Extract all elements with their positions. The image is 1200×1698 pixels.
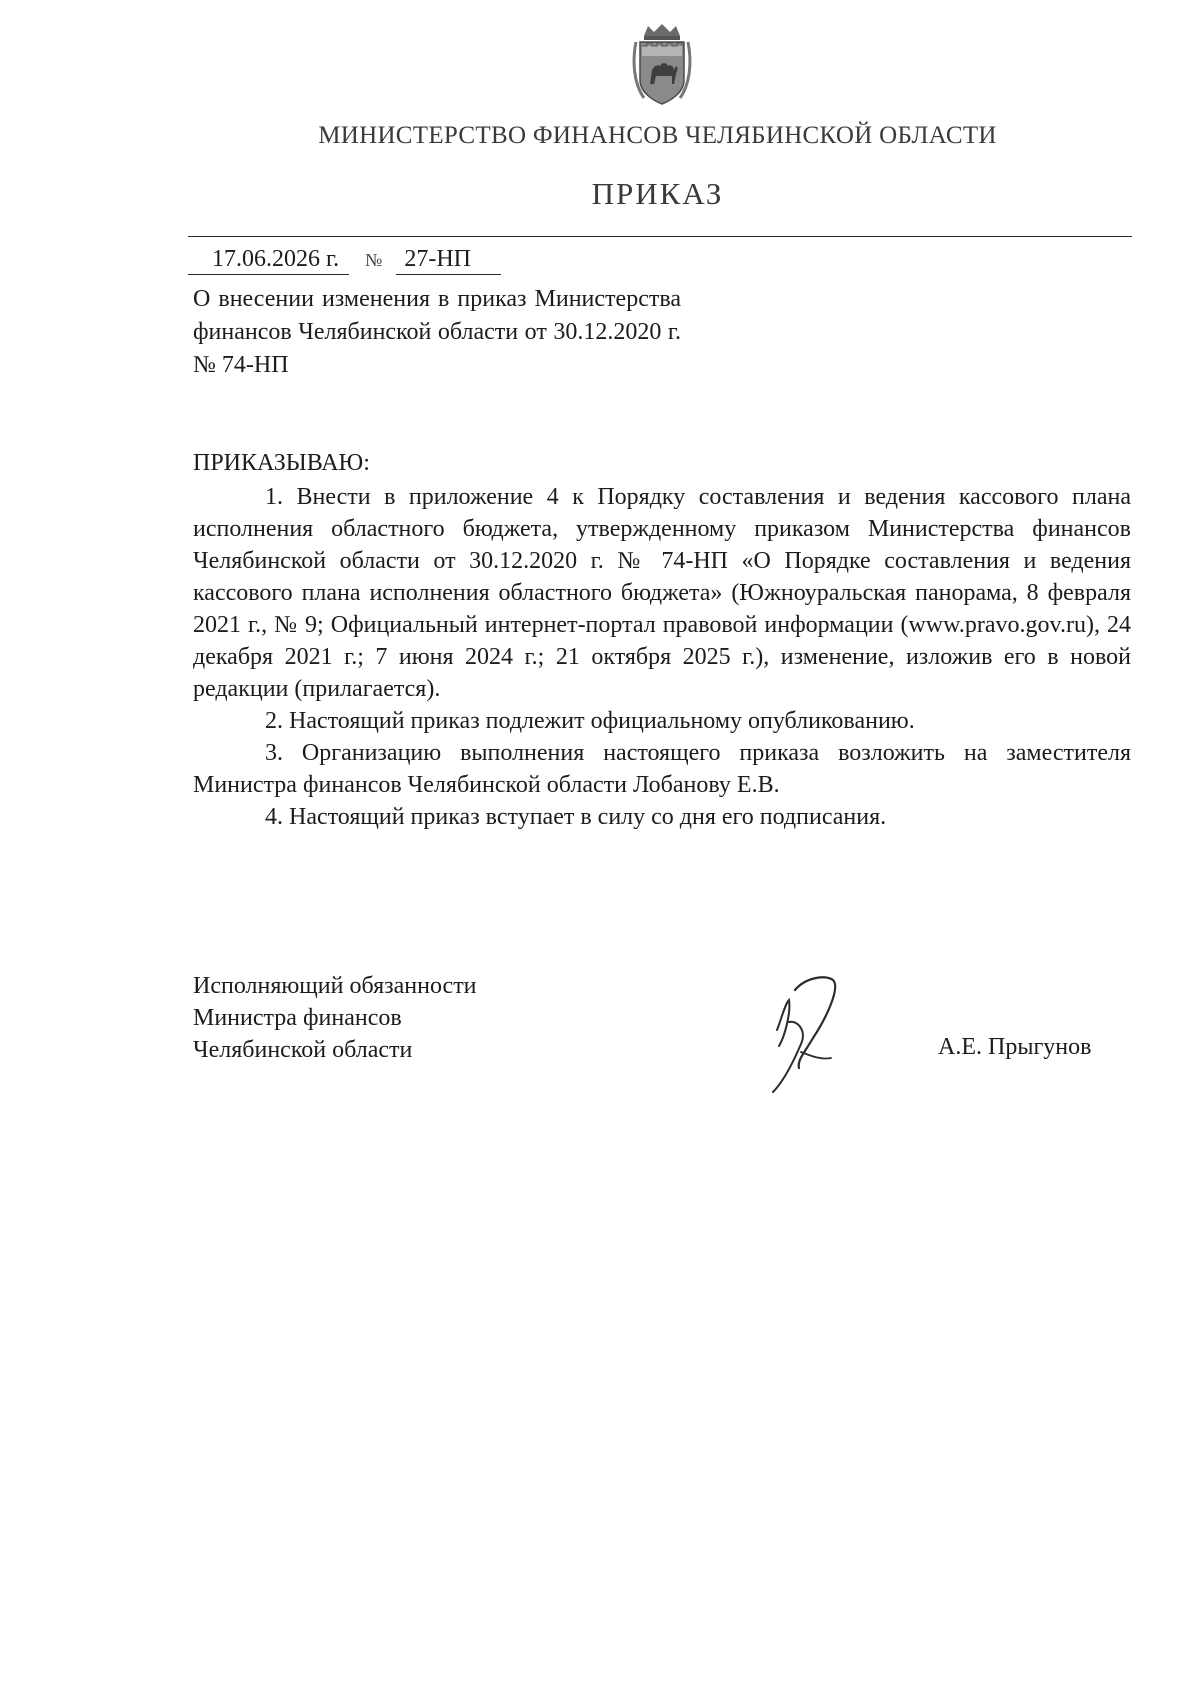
order-items xyxy=(193,481,1131,833)
order-item-1: 1. Внести в приложение 4 к Порядку составления и ведения кассового плана исполнения областного бюджета, утвержденному приказом Министерства финансов Челябинской области от 30.12.2020 г. № 74-НП «О Порядке составления и ведения кассового плана исполнения областного бюджета» (Южноуральская панорама, 8 февраля 2021 г., № 9; Официальный интернет-портал правовой информации (www.pravo.gov.ru), 24 декабря 2021 г.; 7 июня 2024 г.; 21 октября 2025 г.), изменение, изложив его в новой редакции (прилагается). xyxy=(193,484,1131,702)
position-line-1: Исполняющий обязанности xyxy=(193,973,477,999)
order-keyword: ПРИКАЗЫВАЮ: xyxy=(193,450,370,476)
order-item-4: 4. Настоящий приказ вступает в силу со дня его подписания. xyxy=(265,804,887,830)
position-line-3: Челябинской области xyxy=(193,1037,413,1063)
ministry-name: МИНИСТЕРСТВО ФИНАНСОВ ЧЕЛЯБИНСКОЙ ОБЛАСТИ xyxy=(318,122,997,149)
position-line-2: Министра финансов xyxy=(193,1005,402,1031)
order-subject xyxy=(193,283,681,382)
number-sign: № xyxy=(365,250,383,270)
order-item-2: 2. Настоящий приказ подлежит официальному опубликованию. xyxy=(265,708,915,734)
signer-name: А.Е. Прыгунов xyxy=(938,1034,1092,1060)
subject-text: О внесении изменения в приказ Министерства финансов Челябинской области от 30.12.2020 г. № 74-НП xyxy=(193,286,681,378)
coat-of-arms-icon xyxy=(630,22,694,106)
signatory-position xyxy=(193,970,477,1066)
date-number-line xyxy=(188,246,501,275)
order-date: 17.06.2026 г. xyxy=(188,246,349,275)
header-divider xyxy=(188,236,1132,237)
document-type: ПРИКАЗ xyxy=(591,176,724,211)
order-number: 27-НП xyxy=(396,246,501,275)
order-item-3: 3. Организацию выполнения настоящего приказа возложить на заместителя Министра финансов Челябинской области Лобанову Е.В. xyxy=(193,740,1131,798)
handwritten-signature-icon xyxy=(755,960,855,1100)
